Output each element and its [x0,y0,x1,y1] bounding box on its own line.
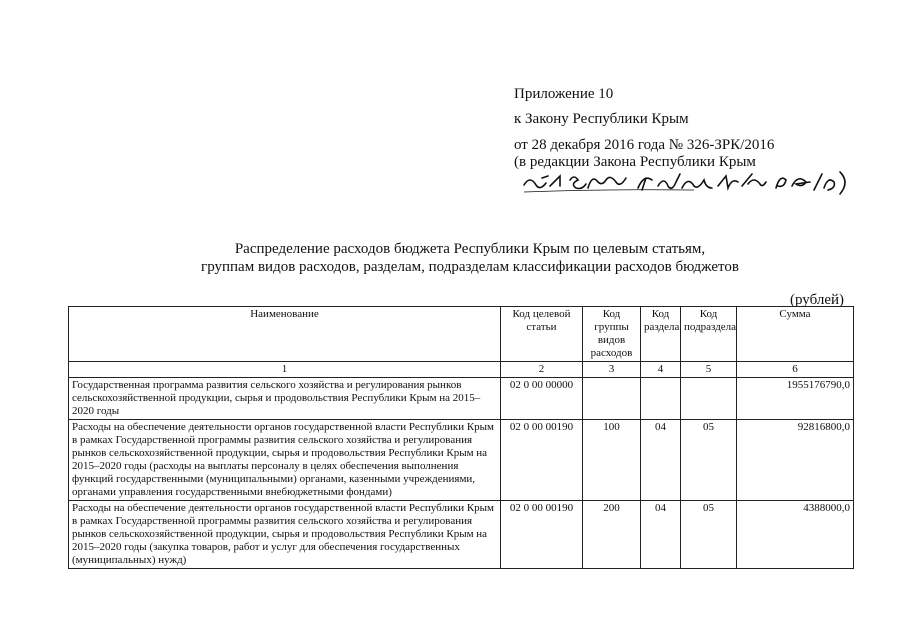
annex-number: Приложение 10 [514,86,614,102]
row-name: Расходы на обеспечение деятельности органов государственной власти Республики Крым в рамках Государственной программы развития сельского хозяйства и регулирования рынков сельскохозяйственной продукции, сырья и продовольствия Республики Крым на 2015–2020 годы (расходы на выплаты персоналу в целях обеспечения выполнения функций государственными (муниципальными) органами, казенными учреждениями, органами управления государственными внебюджетными фондами) [69,420,501,501]
row-target-code: 02 0 00 00000 [501,378,583,420]
column-number-row [69,362,854,378]
currency-unit: (рублей) [790,292,845,308]
table-row [69,501,854,569]
row-name: Расходы на обеспечение деятельности органов государственной власти Республики Крым в рамках Государственной программы развития сельского хозяйства и регулирования рынков сельскохозяйственной продукции, сырья и продовольствия Республики Крым на 2015–2020 годы (закупка товаров, работ и услуг для обеспечения государственных (муниципальных) нужд) [69,501,501,569]
row-section-code: 04 [641,420,681,501]
column-number: 3 [583,362,641,378]
annex-edition-note: (в редакции Закона Республики Крым [514,154,756,170]
header-group-code: Код группы видов расходов [583,307,641,362]
document-title [140,240,800,276]
table-row [69,378,854,420]
row-section-code [641,378,681,420]
row-subsection-code: 05 [681,501,737,569]
column-number: 5 [681,362,737,378]
header-target-code: Код целевой статьи [501,307,583,362]
budget-table [68,306,854,569]
table-header-row [69,307,854,362]
annex-law-reference: к Закону Республики Крым [514,111,689,127]
column-number: 4 [641,362,681,378]
row-group-code: 100 [583,420,641,501]
annex-law-date: от 28 декабря 2016 года № 326-ЗРК/2016 [514,137,775,153]
header-subsection-code: Код подраздела [681,307,737,362]
title-line-1: Распределение расходов бюджета Республики Крым по целевым статьям, [234,241,706,257]
column-number: 1 [69,362,501,378]
row-target-code: 02 0 00 00190 [501,501,583,569]
header-name: Наименование [69,307,501,362]
row-target-code: 02 0 00 00190 [501,420,583,501]
row-section-code: 04 [641,501,681,569]
handwritten-amendment [518,168,858,196]
column-number: 6 [737,362,854,378]
row-subsection-code [681,378,737,420]
row-amount: 92816800,0 [737,420,854,501]
title-line-2: группам видов расходов, разделам, подразделам классификации расходов бюджетов [201,259,739,275]
column-number: 2 [501,362,583,378]
row-amount: 4388000,0 [737,501,854,569]
row-subsection-code: 05 [681,420,737,501]
row-amount: 1955176790,0 [737,378,854,420]
header-section-code: Код раздела [641,307,681,362]
header-amount: Сумма [737,307,854,362]
table-row [69,420,854,501]
handwritten-amendment-drawing [518,168,858,196]
row-name: Государственная программа развития сельского хозяйства и регулирования рынков сельскохозяйственной продукции, сырья и продовольствия Республики Крым на 2015–2020 годы [69,378,501,420]
row-group-code [583,378,641,420]
row-group-code: 200 [583,501,641,569]
